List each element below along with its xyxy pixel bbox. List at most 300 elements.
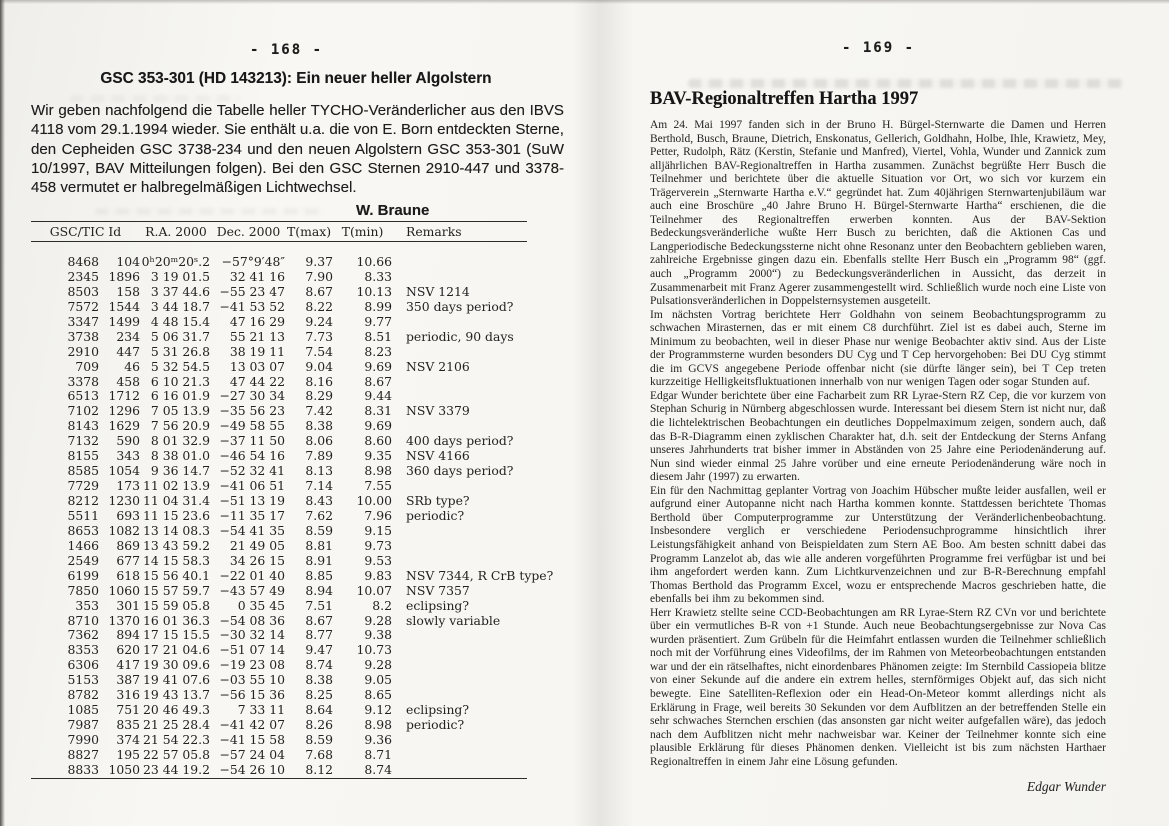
cell-ra: 3 37 44.6 <box>150 283 210 299</box>
cell-dec: 32 41 16 <box>229 268 285 284</box>
page-number-168: - 168 - <box>250 42 324 58</box>
cell-dec: 55 21 13 <box>229 328 285 344</box>
cell-remarks: NSV 4166 <box>406 448 470 464</box>
cell-dec: −51 07 14 <box>219 642 285 658</box>
table-row <box>31 703 527 718</box>
cell-remarks <box>392 345 527 360</box>
cell-remarks <box>392 524 527 539</box>
table-row <box>31 449 527 464</box>
cell-tmin: 8.71 <box>364 746 392 762</box>
table-row <box>31 479 527 494</box>
cell-remarks <box>392 539 527 554</box>
cell-ra: 13 14 08.3 <box>143 522 210 538</box>
table-bottom-rule <box>31 778 527 779</box>
cell-remarks: eclipsing? <box>406 702 470 718</box>
cell-tmin: 9.53 <box>364 552 392 568</box>
cell-tmin: 9.44 <box>364 388 392 404</box>
cell-tmax: 7.42 <box>305 403 333 419</box>
cell-tic-id: 343 <box>116 448 140 464</box>
cell-dec: 0 35 45 <box>237 597 285 613</box>
bleed-through-artifact <box>688 79 1124 88</box>
cell-ra: 4 48 15.4 <box>150 313 210 329</box>
cell-tmax: 7.51 <box>305 597 333 613</box>
cell-remarks <box>392 658 527 673</box>
cell-tmax: 8.85 <box>305 567 333 583</box>
cell-gsc-id: 2910 <box>67 343 99 359</box>
cell-dec: −37 11 50 <box>219 433 285 449</box>
cell-dec: −54 41 35 <box>219 522 285 538</box>
article-title-right: BAV-Regionaltreffen Hartha 1997 <box>650 89 919 109</box>
cell-ra: 15 57 59.7 <box>143 582 210 598</box>
cell-ra: 15 59 05.8 <box>143 597 210 613</box>
cell-tic-id: 1544 <box>108 298 140 314</box>
cell-gsc-id: 8353 <box>67 642 99 658</box>
cell-dec: −03 55 10 <box>219 672 285 688</box>
cell-gsc-id: 5153 <box>67 672 99 688</box>
cell-remarks <box>392 419 527 434</box>
cell-dec: 13 03 07 <box>229 358 285 374</box>
paragraph: Edgar Wunder berichtete über eine Facharbeit zum RR Lyrae-Stern RZ Cep, die vor kurzem von Stephan Schurig in Nürnberg abgeschlossen wurde. Interessant bei diesem Stern ist nicht nur, daß die lichtelektrischen Beobachtungen ein deutliches Doppelmaximum zeigen, sondern auch, daß das B-R-Diagramm einen zyklischen Charakter hat, d.h. seit der Entdeckung der Sterns Anfang unseres Jahrhunderts trat bisher immer in Abständen von 25 Jahre eine Periodenänderung auf. Nun sind wieder einmal 25 Jahre vorüber und eine erneute Periodenänderung wäre noch in diesem Jahr (1997) zu erwarten. <box>650 389 1106 484</box>
table-row <box>31 389 527 404</box>
cell-tmax: 8.74 <box>305 657 333 673</box>
cell-tmax: 8.94 <box>305 582 333 598</box>
cell-tic-id: 1896 <box>108 268 140 284</box>
cell-remarks <box>392 748 527 763</box>
cell-dec: 21 49 05 <box>229 537 285 553</box>
cell-tic-id: 447 <box>116 343 140 359</box>
cell-tmin: 9.69 <box>364 358 392 374</box>
cell-dec: −35 56 23 <box>219 403 285 419</box>
cell-remarks <box>392 643 527 658</box>
cell-tmin: 8.2 <box>372 597 392 613</box>
cell-ra: 5 31 26.8 <box>150 343 210 359</box>
cell-remarks: NSV 3379 <box>406 403 470 419</box>
cell-tmax: 9.24 <box>305 313 333 329</box>
cell-gsc-id: 6199 <box>67 567 99 583</box>
cell-tic-id: 195 <box>116 746 140 762</box>
cell-dec: 47 44 22 <box>229 373 285 389</box>
table-row <box>31 643 527 658</box>
paragraph: Im nächsten Vortrag berichtete Herr Goldhahn von seinem Beobachtungsprogramm zu schwachen Mirasternen, das er mit einem C8 durchführt. Ziel ist es dabei auch, Sterne im Minimum zu beobachten, weil in dieser Phase nur wenige Beobachter aktiv sind. Aus der Liste der Programmsterne wurden besonders DU Cyg und T Cep hervorgehoben: Bei DU Cyg stimmt die im GCVS angegebene Periode offenbar nicht (sie dürfte länger sein), bei T Cep treten kurzzeitige Helligkeitsfluktuationen innerhalb von nur wenigen Tagen oder sogar Stunden auf. <box>650 308 1106 389</box>
table-row <box>31 434 527 449</box>
page-gutter-shadow <box>572 0 634 826</box>
cell-tmax: 8.16 <box>305 373 333 389</box>
cell-dec: −54 08 36 <box>219 612 285 628</box>
intro-paragraph: Wir geben nachfolgend die Tabelle heller TYCHO-Veränderlicher aus den IBVS 4118 vom 29.1.1994 wieder. Sie enthält u.a. die von E. Born entdeckten Sterne, den Cepheiden GSC 3738-234 und den neuen Algolstern GSC 353-301 (SuW 10/1997, BAV Mitteilungen folgen). Bei den GSC Sternen 2910-447 und 3378-458 vermutet er halbregelmäßigen Lichtwechsel. <box>31 102 564 197</box>
cell-tmax: 8.38 <box>305 672 333 688</box>
cell-gsc-id: 8212 <box>67 493 99 508</box>
table-row <box>31 584 527 599</box>
cell-gsc-id: 1466 <box>67 537 99 553</box>
cell-dec: −57°9′48″ <box>221 254 285 269</box>
cell-tmin: 8.60 <box>364 433 392 449</box>
cell-tmax: 7.68 <box>305 746 333 762</box>
cell-remarks <box>392 479 527 494</box>
cell-ra: 3 44 18.7 <box>150 298 210 314</box>
column-header-tmax: T(max) <box>286 224 332 239</box>
cell-ra: 21 54 22.3 <box>143 732 210 747</box>
cell-tic-id: 1629 <box>108 418 140 434</box>
cell-tmax: 8.81 <box>305 537 333 553</box>
cell-tmax: 8.59 <box>305 522 333 538</box>
cell-gsc-id: 8503 <box>67 283 99 299</box>
cell-tic-id: 46 <box>124 358 140 374</box>
table-row <box>31 419 527 434</box>
cell-remarks: NSV 1214 <box>406 283 470 299</box>
cell-tmax: 7.73 <box>305 328 333 344</box>
table-row <box>31 330 527 345</box>
cell-tmax: 7.14 <box>305 478 333 494</box>
cell-dec: −51 13 19 <box>219 493 285 508</box>
column-header-dec: Dec. 2000 <box>216 224 281 239</box>
cell-tmax: 9.37 <box>305 254 333 269</box>
cell-remarks: SRb type? <box>406 493 470 508</box>
cell-tic-id: 301 <box>116 597 140 613</box>
cell-tmin: 8.74 <box>364 761 392 777</box>
cell-tmin: 9.35 <box>364 448 392 464</box>
cell-gsc-id: 7987 <box>67 717 99 733</box>
cell-ra: 15 56 40.1 <box>143 567 210 583</box>
table-row <box>31 494 527 509</box>
cell-gsc-id: 8155 <box>67 448 99 464</box>
cell-dec: −41 53 52 <box>219 298 285 314</box>
cell-tic-id: 1082 <box>108 522 140 538</box>
cell-gsc-id: 7572 <box>67 298 99 314</box>
cell-dec: −56 15 36 <box>219 687 285 703</box>
page-number-169: - 169 - <box>842 40 916 56</box>
cell-ra: 6 10 21.3 <box>150 373 210 389</box>
cell-tic-id: 1060 <box>108 582 140 598</box>
table-row <box>31 688 527 703</box>
paragraph: Herr Krawietz stellte seine CCD-Beobachtungen am RR Lyrae-Stern RZ CVn vor und berichtete über ein vermutliches B-R von +1 Stunde. Auch neue Beobachtungsergebnisse zur Nova Cas wurden präsentiert. Zum Grübeln für die Heimfahrt entlassen wurden die Teilnehmer schließlich noch mit der Vorführung eines Videofilms, der im Rahmen von Meteorbeobachtungen entstanden war und der ein rätselhaftes, nicht einordenbares Phänomen zeigte: Im Sternbild Cassiopeia blitze von einer Sekunde auf die andere ein extrem helles, sternförmiges Objekt auf, das sich nicht bewegte. Eine Satelliten-Reflexion oder ein Head-On-Meteor kommt allerdings nicht als Erklärung in Frage, weil bereits 30 Sekunden vor dem Aufblitzen an der betreffenden Stelle ein sehr schwaches Sternchen erschien (das ansonsten gar nicht weiter aufgefallen wäre), das jedoch nach dem Aufblitzen nicht mehr nachweisbar war. Keiner der Teilnehmer konnte sich eine plausible Erklärung für dieses Phänomen denken. Vielleicht ist bis zum nächsten Harthaer Regionaltreffen in einem Jahr eine Lösung gefunden. <box>650 606 1106 768</box>
cell-remarks <box>392 688 527 703</box>
cell-tmax: 7.62 <box>305 507 333 523</box>
cell-dec: −27 30 34 <box>219 388 285 404</box>
table-row <box>31 345 527 360</box>
cell-tmin: 8.99 <box>364 298 392 314</box>
cell-tmax: 7.54 <box>305 343 333 359</box>
cell-tmax: 8.22 <box>305 298 333 314</box>
cell-gsc-id: 3347 <box>67 313 99 329</box>
paragraph: Ein für den Nachmittag geplanter Vortrag von Joachim Hübscher mußte leider ausfallen, weil er aufgrund einer Autopanne nicht nach Hartha kommen konnte. Stattdessen berichtete Thomas Berthold über Computerprogramme zur Unterstützung der Veränderlichenbeobachtung. Insbesondere verglich er verschiedene Periodensuchprogramme hinsichtlich ihrer Leistungsfähigkeit anhand von Beispieldaten zum Stern AE Boo. Am besten schnitt dabei das Programm Lanzelot ab, das wie alle anderen vorgeführten Programme frei verfügbar ist und bei ihm angefordert werden kann. Zum Lichtkurvenzeichnen und zur B-R-Berechnung empfahl Thomas Berthold das Programm Excel, wozu er entsprechende Macros geschrieben hatte, die ebenfalls bei ihm zu bekommen sind. <box>650 484 1106 606</box>
cell-remarks: NSV 7344, R CrB type? <box>406 567 554 583</box>
paragraph: Am 24. Mai 1997 fanden sich in der Bruno H. Bürgel-Sternwarte die Damen und Herren Berthold, Busch, Braune, Dietrich, Enskonatus, Gellerich, Goldhahn, Holbe, Ihle, Krawietz, Mey, Petter, Rudolph, Rätz (Kerstin, Stefanie und Manfred), Viertel, Vohla, Wunder und Zannick zum alljährlichen BAV-Regionaltreffen in Hartha zusammen. Zunächst begrüßte Herr Busch die Teilnehmer und berichtete über die aktuelle Situation vor Ort, wo sich vor kurzem ein Trägerverein „Sternwarte Hartha e.V.“ gegründet hat. Zum 40jährigen Sternwartenjubiläum war auch eine Broschüre „40 Jahre Bruno H. Bürgel-Sternwarte Hartha“ erschienen, die die Teilnehmer des Regionaltreffen erwerben konnten. Aus der BAV-Sektion Bedeckungsveränderliche wußte Herr Busch zu berichten, daß die Aktionen Cas und Langperiodische Bedeckungssterne nicht ohne Resonanz unter den Beobachtern geblieben waren, zahlreiche Ergebnisse gingen dazu ein. Ebenfalls stellte Herr Busch ein „Programm 98“ (ggf. auch „Programm 2000“) zu Bedeckungsveränderlichen in Aussicht, das derzeit in Zusammenarbeit mit Franz Agerer zusammengestellt wird. Schließlich wurde noch eine Liste von Pulsationsveränderlichen in Doppelsternsystemen ausgeteilt. <box>650 119 1106 308</box>
cell-gsc-id: 8653 <box>67 522 99 538</box>
cell-ra: 5 32 54.5 <box>150 358 210 374</box>
table-row <box>31 599 527 614</box>
cell-gsc-id: 5511 <box>67 507 99 523</box>
cell-ra: 22 57 05.8 <box>143 746 210 762</box>
cell-ra: 21 25 28.4 <box>143 717 210 733</box>
cell-remarks <box>392 270 527 285</box>
column-header-remarks: Remarks <box>406 224 462 239</box>
cell-gsc-id: 8468 <box>67 254 99 269</box>
cell-tmin: 9.69 <box>364 418 392 434</box>
cell-gsc-id: 1085 <box>67 702 99 718</box>
table-row <box>31 658 527 673</box>
cell-tmin: 9.77 <box>364 313 392 329</box>
cell-tmin: 8.33 <box>364 268 392 284</box>
cell-dec: −11 35 17 <box>219 507 285 523</box>
cell-tmin: 7.55 <box>364 478 392 494</box>
cell-ra: 8 38 01.0 <box>150 448 210 464</box>
cell-tic-id: 104 <box>116 254 140 269</box>
cell-ra: 17 21 04.6 <box>143 642 210 658</box>
cell-dec: −52 32 41 <box>219 463 285 479</box>
cell-ra: 0ʰ20ᵐ20ˢ.2 <box>141 254 210 269</box>
cell-gsc-id: 7729 <box>67 478 99 494</box>
cell-tic-id: 590 <box>116 433 140 449</box>
cell-gsc-id: 8143 <box>67 418 99 434</box>
table-header-row <box>31 222 527 241</box>
cell-tmin: 10.13 <box>356 283 392 299</box>
cell-tmin: 8.65 <box>364 687 392 703</box>
cell-tmax: 8.13 <box>305 463 333 479</box>
cell-tmax: 8.59 <box>305 732 333 747</box>
cell-remarks: slowly variable <box>406 612 501 628</box>
cell-tic-id: 1230 <box>108 493 140 508</box>
cell-tmax: 8.43 <box>305 493 333 508</box>
table-row <box>31 464 527 479</box>
cell-tmax: 8.67 <box>305 612 333 628</box>
cell-remarks <box>392 763 527 778</box>
table-row <box>31 614 527 629</box>
cell-remarks <box>392 554 527 569</box>
cell-tic-id: 234 <box>116 328 140 344</box>
cell-tic-id: 458 <box>116 373 140 389</box>
table-row <box>31 567 554 584</box>
cell-tmax: 8.91 <box>305 552 333 568</box>
cell-gsc-id: 7850 <box>67 582 99 598</box>
cell-tic-id: 1050 <box>108 761 140 777</box>
cell-remarks <box>392 628 527 643</box>
cell-dec: −49 58 55 <box>219 418 285 434</box>
cell-gsc-id: 2549 <box>67 552 99 568</box>
cell-tmin: 9.28 <box>364 612 392 628</box>
cell-gsc-id: 7102 <box>67 403 99 419</box>
table-row <box>31 748 527 763</box>
table-row <box>31 270 527 285</box>
cell-ra: 19 41 07.6 <box>143 672 210 688</box>
cell-tmin: 8.98 <box>364 717 392 733</box>
cell-remarks: eclipsing? <box>406 597 470 613</box>
cell-ra: 7 56 20.9 <box>150 418 210 434</box>
column-header-tmin: T(min) <box>341 224 384 239</box>
cell-tmin: 10.66 <box>356 254 392 269</box>
cell-remarks: NSV 7357 <box>406 582 470 598</box>
cell-remarks: periodic, 90 days <box>406 328 514 344</box>
cell-dec: −30 32 14 <box>219 627 285 643</box>
table-row <box>31 509 527 524</box>
cell-gsc-id: 709 <box>75 358 99 374</box>
cell-ra: 9 36 14.7 <box>150 463 210 479</box>
cell-tmin: 8.23 <box>364 343 392 359</box>
cell-tic-id: 1712 <box>108 388 140 404</box>
cell-tmin: 10.73 <box>356 642 392 658</box>
cell-gsc-id: 8833 <box>67 761 99 777</box>
cell-dec: −43 57 49 <box>219 582 285 598</box>
table-row <box>31 733 527 748</box>
cell-remarks <box>392 733 527 748</box>
cell-tmin: 9.05 <box>364 672 392 688</box>
cell-tic-id: 869 <box>116 537 140 553</box>
cell-remarks <box>392 389 527 404</box>
cell-gsc-id: 3738 <box>67 328 99 344</box>
cell-dec: −41 06 51 <box>219 478 285 494</box>
cell-dec: −55 23 47 <box>219 283 285 299</box>
cell-remarks <box>392 673 527 688</box>
author-signature-right: Edgar Wunder <box>1026 779 1106 794</box>
cell-tic-id: 751 <box>116 702 140 718</box>
cell-ra: 20 46 49.3 <box>143 702 210 718</box>
cell-gsc-id: 8710 <box>67 612 99 628</box>
cell-ra: 7 05 13.9 <box>150 403 210 419</box>
cell-dec: −22 01 40 <box>219 567 285 583</box>
cell-tic-id: 316 <box>116 687 140 703</box>
cell-tmax: 8.12 <box>305 761 333 777</box>
author-name-left: W. Braune <box>356 202 430 219</box>
cell-ra: 8 01 32.9 <box>150 433 210 449</box>
cell-tmin: 10.07 <box>356 582 392 598</box>
cell-dec: −19 23 08 <box>219 657 285 673</box>
cell-tmin: 8.67 <box>364 373 392 389</box>
table-row <box>31 300 527 315</box>
cell-tic-id: 173 <box>116 478 140 494</box>
variable-star-table <box>31 221 554 779</box>
cell-tic-id: 894 <box>116 627 140 643</box>
table-row <box>31 404 527 419</box>
cell-gsc-id: 7132 <box>67 433 99 449</box>
cell-tmax: 8.29 <box>305 388 333 404</box>
table-row <box>31 524 527 539</box>
table-row <box>31 360 527 375</box>
cell-dec: 34 26 15 <box>229 552 285 568</box>
cell-ra: 16 01 36.3 <box>143 612 210 628</box>
cell-tic-id: 618 <box>116 567 140 583</box>
cell-tmax: 8.06 <box>305 433 333 449</box>
cell-tmin: 9.83 <box>364 567 392 583</box>
cell-ra: 11 15 23.6 <box>143 507 210 523</box>
cell-tmin: 8.31 <box>364 403 392 419</box>
article-body <box>650 119 1106 769</box>
cell-ra: 19 30 09.6 <box>143 657 210 673</box>
bleed-through-artifact <box>95 208 325 215</box>
cell-gsc-id: 7990 <box>67 732 99 747</box>
table-row <box>31 718 527 733</box>
cell-dec: −46 54 16 <box>219 448 285 464</box>
cell-tmin: 9.28 <box>364 657 392 673</box>
column-header-gsc-tic: GSC/TIC Id <box>49 224 122 239</box>
cell-tmax: 8.26 <box>305 717 333 733</box>
cell-tic-id: 693 <box>116 507 140 523</box>
cell-gsc-id: 6513 <box>67 388 99 404</box>
cell-dec: 38 19 11 <box>229 343 285 359</box>
table-body <box>31 242 554 778</box>
cell-dec: 47 16 29 <box>229 313 285 329</box>
cell-tmax: 8.25 <box>305 687 333 703</box>
cell-gsc-id: 3378 <box>67 373 99 389</box>
cell-remarks <box>392 255 527 270</box>
table-row <box>31 255 527 270</box>
cell-tmax: 8.67 <box>305 283 333 299</box>
cell-ra: 17 15 15.5 <box>143 627 210 643</box>
cell-gsc-id: 353 <box>75 597 99 613</box>
article-title-left: GSC 353-301 (HD 143213): Ein neuer heller Algolstern <box>100 70 492 87</box>
cell-tmax: 8.38 <box>305 418 333 434</box>
cell-tic-id: 374 <box>116 732 140 747</box>
cell-gsc-id: 8827 <box>67 746 99 762</box>
cell-tic-id: 1499 <box>108 313 140 329</box>
cell-tic-id: 677 <box>116 552 140 568</box>
cell-tic-id: 1370 <box>108 612 140 628</box>
cell-gsc-id: 6306 <box>67 657 99 673</box>
cell-gsc-id: 7362 <box>67 627 99 643</box>
cell-tic-id: 387 <box>116 672 140 688</box>
cell-remarks: 350 days period? <box>406 298 514 314</box>
cell-tmin: 9.38 <box>364 627 392 643</box>
cell-remarks: periodic? <box>406 717 465 733</box>
cell-tmin: 9.15 <box>364 522 392 538</box>
table-row <box>31 375 527 390</box>
cell-gsc-id: 8782 <box>67 687 99 703</box>
cell-tmin: 8.98 <box>364 463 392 479</box>
column-header-ra: R.A. 2000 <box>145 224 207 239</box>
cell-dec: −57 24 04 <box>219 746 285 762</box>
cell-ra: 13 43 59.2 <box>143 537 210 553</box>
cell-dec: −41 42 07 <box>219 717 285 733</box>
cell-ra: 19 43 13.7 <box>143 687 210 703</box>
cell-ra: 14 15 58.3 <box>143 552 210 568</box>
cell-tic-id: 417 <box>116 657 140 673</box>
cell-tmax: 9.47 <box>305 642 333 658</box>
cell-tmin: 9.12 <box>364 702 392 718</box>
cell-tic-id: 620 <box>116 642 140 658</box>
cell-tmax: 7.89 <box>305 448 333 464</box>
cell-tmax: 8.77 <box>305 627 333 643</box>
cell-tmin: 8.51 <box>364 328 392 344</box>
cell-remarks: NSV 2106 <box>406 358 470 374</box>
cell-tic-id: 835 <box>116 717 140 733</box>
cell-tmin: 10.00 <box>356 493 392 508</box>
cell-tmax: 7.90 <box>305 268 333 284</box>
cell-remarks <box>392 315 527 330</box>
table-row <box>31 628 527 643</box>
cell-remarks: 360 days period? <box>406 463 514 479</box>
cell-ra: 5 06 31.7 <box>150 328 210 344</box>
scan-left-edge <box>0 0 5 826</box>
cell-tic-id: 158 <box>116 283 140 299</box>
cell-remarks: 400 days period? <box>406 433 514 449</box>
cell-ra: 11 02 13.9 <box>143 478 210 494</box>
cell-tmax: 8.64 <box>305 702 333 718</box>
table-row <box>31 673 527 688</box>
cell-tmax: 9.04 <box>305 358 333 374</box>
cell-ra: 11 04 31.4 <box>143 493 210 508</box>
cell-remarks <box>392 375 527 390</box>
cell-remarks: periodic? <box>406 507 465 523</box>
cell-gsc-id: 2345 <box>67 268 99 284</box>
table-row <box>31 315 527 330</box>
cell-tmin: 9.36 <box>364 732 392 747</box>
table-row <box>31 285 527 300</box>
cell-ra: 3 19 01.5 <box>150 268 210 284</box>
table-row <box>31 539 527 554</box>
cell-tmin: 9.73 <box>364 537 392 553</box>
cell-dec: 7 33 11 <box>237 702 285 718</box>
table-row <box>31 554 527 569</box>
cell-tic-id: 1054 <box>108 463 140 479</box>
cell-dec: −41 15 58 <box>219 732 285 747</box>
